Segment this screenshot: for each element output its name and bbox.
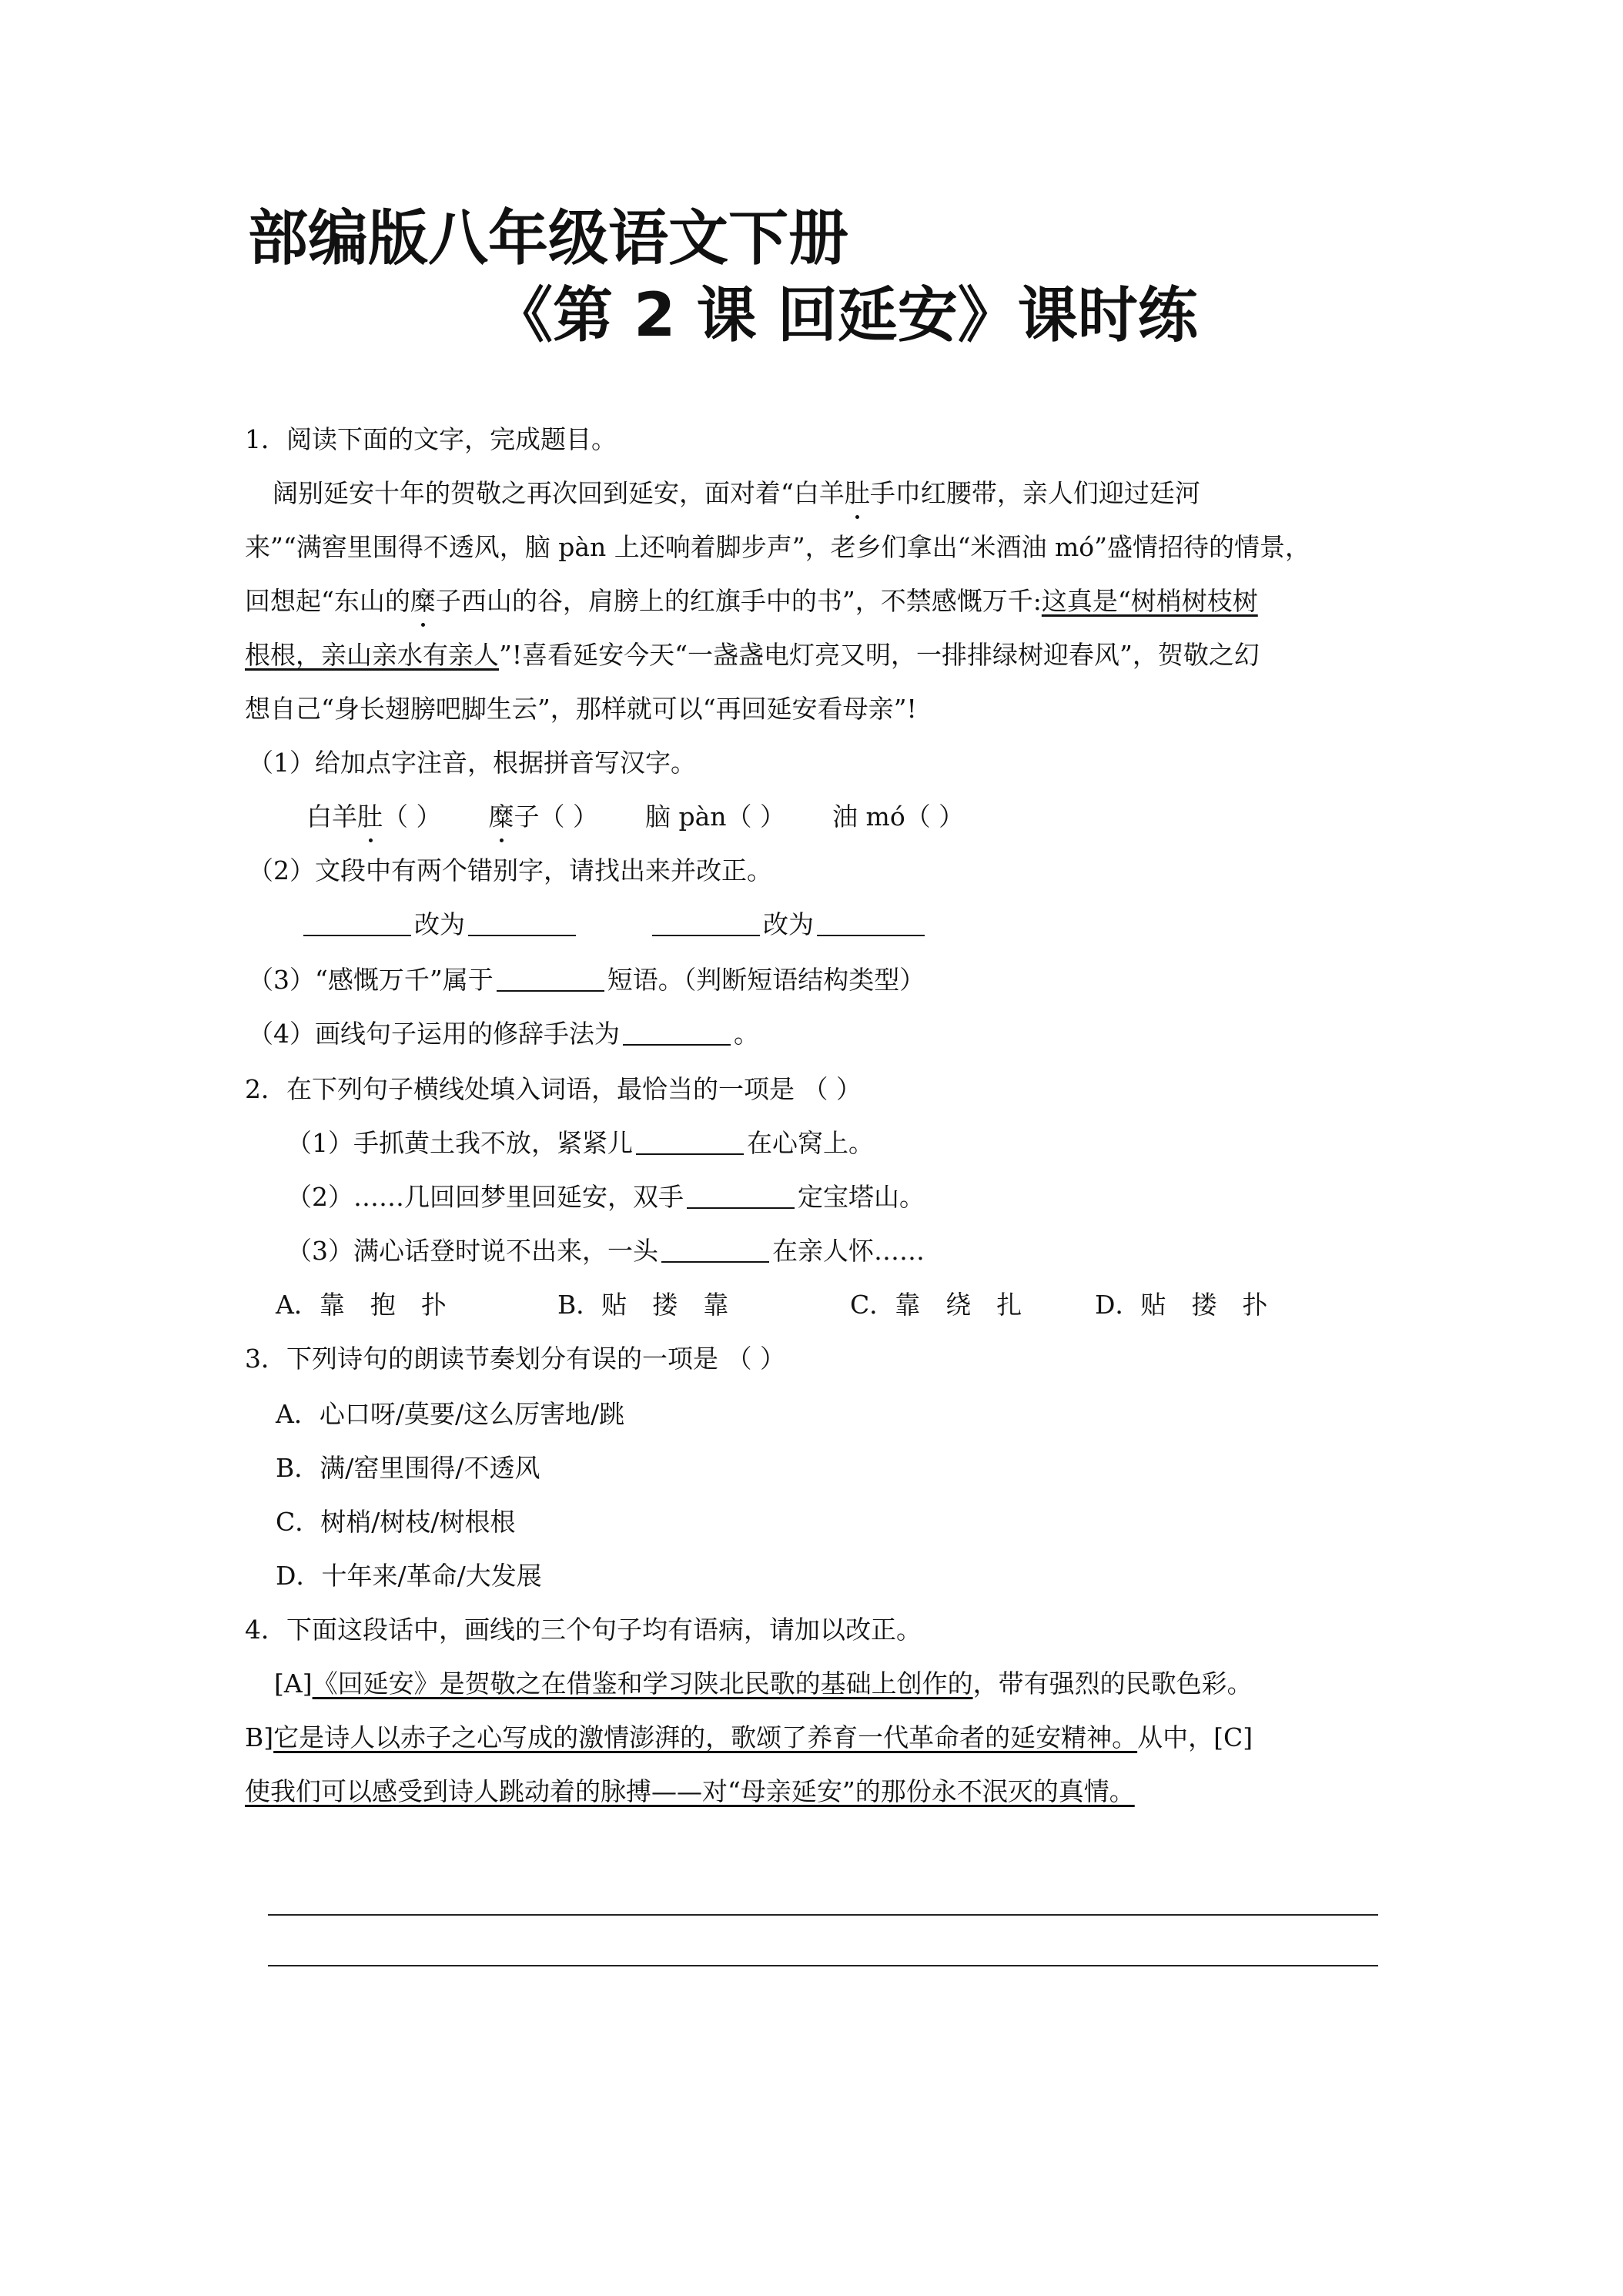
q4-passage-line-2: B]它是诗人以赤子之心写成的激情澎湃的，歌颂了养育一代革命者的延安精神。从中，[C] — [245, 1722, 1253, 1752]
q1-passage-line-2: 来”“满窖里围得不透风，脑 pàn 上还响着脚步声”，老乡们拿出“米酒油 mó”盛情招待的情景， — [245, 532, 1311, 562]
q2-sentence-2: （2）……几回回梦里回延安，双手 定宝塔山。 — [286, 1182, 925, 1212]
underlined-sentence-c: 使我们可以感受到诗人跳动着的脉搏——对“母亲延安”的那份永不泯灭的真情。 — [245, 1776, 1135, 1806]
answer-blank[interactable] — [661, 1238, 769, 1263]
underlined-sentence-a: 《回延安》是贺敬之在借鉴和学习陕北民歌的基础上创作的 — [312, 1668, 973, 1699]
q4-heading: 4．下面这段话中，画线的三个句子均有语病，请加以改正。 — [245, 1615, 922, 1645]
page-title: 部编版八年级语文下册 — [248, 204, 849, 273]
underlined-sentence-b: 它是诗人以赤子之心写成的激情澎湃的，歌颂了养育一代革命者的延安精神。 — [273, 1722, 1138, 1752]
q1-sub1: （1）给加点字注音，根据拼音写汉字。 — [248, 748, 696, 778]
q1-sub3: （3）“感慨万千”属于 短语。（判断短语结构类型） — [248, 965, 925, 995]
option-b[interactable]: B．贴 搂 靠 — [557, 1290, 729, 1320]
answer-blank[interactable] — [636, 1130, 744, 1155]
q1-passage-line-5: 想自己“身长翅膀吧脚生云”，那样就可以“再回延安看母亲”! — [245, 694, 917, 724]
q1-sub4: （4）画线句子运用的修辞手法为 。 — [248, 1019, 759, 1049]
answer-blank[interactable] — [623, 1021, 731, 1046]
answer-blank[interactable] — [303, 912, 411, 936]
option-d[interactable]: D．十年来/革命/大发展 — [276, 1561, 542, 1591]
q2-options — [276, 1287, 1415, 1323]
option-c[interactable]: C．树梢/树枝/树根根 — [276, 1507, 516, 1537]
q2-sentence-3: （3）满心话登时说不出来，一头 在亲人怀…… — [286, 1236, 925, 1266]
q3-heading: 3．下列诗句的朗读节奏划分有误的一项是 （ ） — [245, 1344, 785, 1374]
q2-sentence-1: （1）手抓黄土我不放，紧紧儿 在心窝上。 — [286, 1128, 874, 1158]
emphasis-dot-char: 肚 — [845, 476, 870, 511]
answer-blank[interactable] — [687, 1184, 795, 1209]
q2-heading: 2．在下列句子横线处填入词语，最恰当的一项是 （ ） — [245, 1074, 862, 1104]
answer-blank[interactable] — [652, 912, 760, 936]
q1-passage-line-3: 回想起“东山的糜子西山的谷，肩膀上的红旗手中的书”，不禁感慨万千:这真是“树梢树枝树 — [245, 584, 1384, 619]
q1-passage-line-4: 根根，亲山亲水有亲人”!喜看延安今天“一盏盏电灯亮又明，一排排绿树迎春风”，贺敬之幻 — [245, 640, 1260, 670]
q1-heading: 1．阅读下面的文字，完成题目。 — [245, 424, 617, 454]
option-d[interactable]: D．贴 搂 扑 — [1095, 1290, 1268, 1320]
q1-sub1-items: 白羊肚（ ） 糜子（ ） 脑 pàn（ ） 油 mó（ ） — [306, 799, 1446, 835]
option-a[interactable]: A．靠 抱 扑 — [276, 1290, 447, 1320]
q1-sub2-blanks: 改为 改为 — [300, 907, 1440, 942]
option-a[interactable]: A．心口呀/莫要/这么厉害地/跳 — [276, 1399, 625, 1429]
emphasis-dot-char: 糜 — [410, 584, 436, 619]
option-b[interactable]: B．满/窑里围得/不透风 — [276, 1453, 540, 1483]
page-subtitle: 《第 2 课 回延安》课时练 — [493, 281, 1198, 350]
answer-blank[interactable] — [497, 967, 604, 992]
q4-passage-line-1: [A]《回延安》是贺敬之在借鉴和学习陕北民歌的基础上创作的，带有强烈的民歌色彩。 — [274, 1668, 1253, 1699]
q1-passage-line-1: 阔别延安十年的贺敬之再次回到延安，面对着“白羊肚手巾红腰带，亲人们迎过廷河 — [273, 476, 1412, 511]
answer-blank[interactable] — [817, 912, 925, 936]
q1-sub2: （2）文段中有两个错别字，请找出来并改正。 — [248, 855, 772, 885]
underlined-sentence: 根根，亲山亲水有亲人 — [245, 640, 499, 670]
answer-line[interactable] — [268, 1965, 1378, 1966]
answer-line[interactable] — [268, 1914, 1378, 1916]
answer-blank[interactable] — [468, 912, 576, 936]
option-c[interactable]: C．靠 绕 扎 — [850, 1290, 1022, 1320]
underlined-sentence: 这真是“树梢树枝树 — [1041, 586, 1258, 616]
q4-passage-line-3 — [245, 1774, 1384, 1809]
